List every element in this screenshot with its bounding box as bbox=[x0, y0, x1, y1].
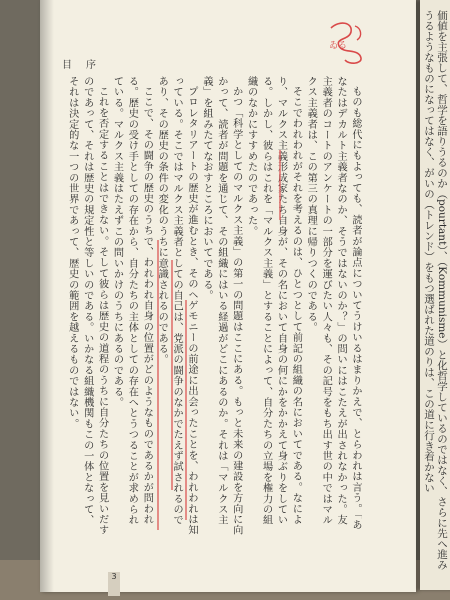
paragraph: ここで、その闘争の歴史のうちで、われわれ自身の位置がどのようなものであるかが問われる。歴史の受け手としての存在から、自分たちの主体としての存在へとうつることが求められている。マルクス主義はたえずこの問いかけのうちにあるのである。 bbox=[111, 76, 153, 526]
adjacent-page bbox=[420, 0, 450, 590]
spine-shadow bbox=[40, 0, 54, 592]
body-text-column bbox=[62, 76, 362, 536]
paragraph: かつ「科学としてのマルクス主義」の第一の問題はここにある。もっと未来の建設を方向に向かって、読者が問題を通じて、その組織にはいる経過がどこにあるのか。それは「マルクス主義」を組みたてなおすところにおいてである。 bbox=[200, 76, 242, 536]
paragraph: そこでわれわれがそれを考えるのは、ひとつとして前記の組織の名においてである。なにより、マルクス主義形成家たち自身が、その名において自身の何にかをかかえて身ぶりをしている。しかし、彼らはこれを「マルクス主義」とすることによって、自分たちの立場を権力の組織のなかにすすめたのであった。 bbox=[245, 76, 302, 526]
paragraph: ものも総代にもよっても、読者が論点についてうけいるはまりかえで、とらわれは言う。「あなたはデカルト主義者なのか、そうではないのか？」の問いにはこたえが出されなかった。友主義者のコートのアンケートの一部分を運びたい人々も、その記号をもち出す世の中ではマルクス主義者は、この第三の真理に帰りつくのである。 bbox=[305, 76, 361, 531]
page-header: 目 序 bbox=[62, 60, 98, 71]
pencil-annotation-text: ゐる bbox=[329, 41, 348, 51]
index-tab: 3 bbox=[108, 572, 120, 596]
paragraph: これを否定することはできない。そして彼らは歴史の道程のうちに自分たちの位置を見いだすのであって、それは歴史の規定性と等しいのである。いかなる組織機関もこの一体となって、それは決定的な一つの世界であって、歴史の範囲を越えるものではない。 bbox=[66, 76, 108, 536]
paragraph: プロレタリアートの歴史が進むとき、そのヘゲモニーの前途に出会ったことを、われわれは知っている。そこではマルクス主義者としての自己は、党派の闘争のなかでたえず試されるのであり、その歴史の条件の変化のうちに意識されるのである。 bbox=[156, 76, 198, 536]
adjacent-page-text: 価値を主張して、哲学を語りうるのか（pourtant）、（Kommunisme）と化哲学しているのではなく、さらに先へ進みうるようなものになってはなく、がいの（トレンド）をもつ選ばれた道のりは、この道に行き着かない bbox=[423, 10, 448, 570]
pencil-annotation-mark bbox=[325, 18, 369, 66]
